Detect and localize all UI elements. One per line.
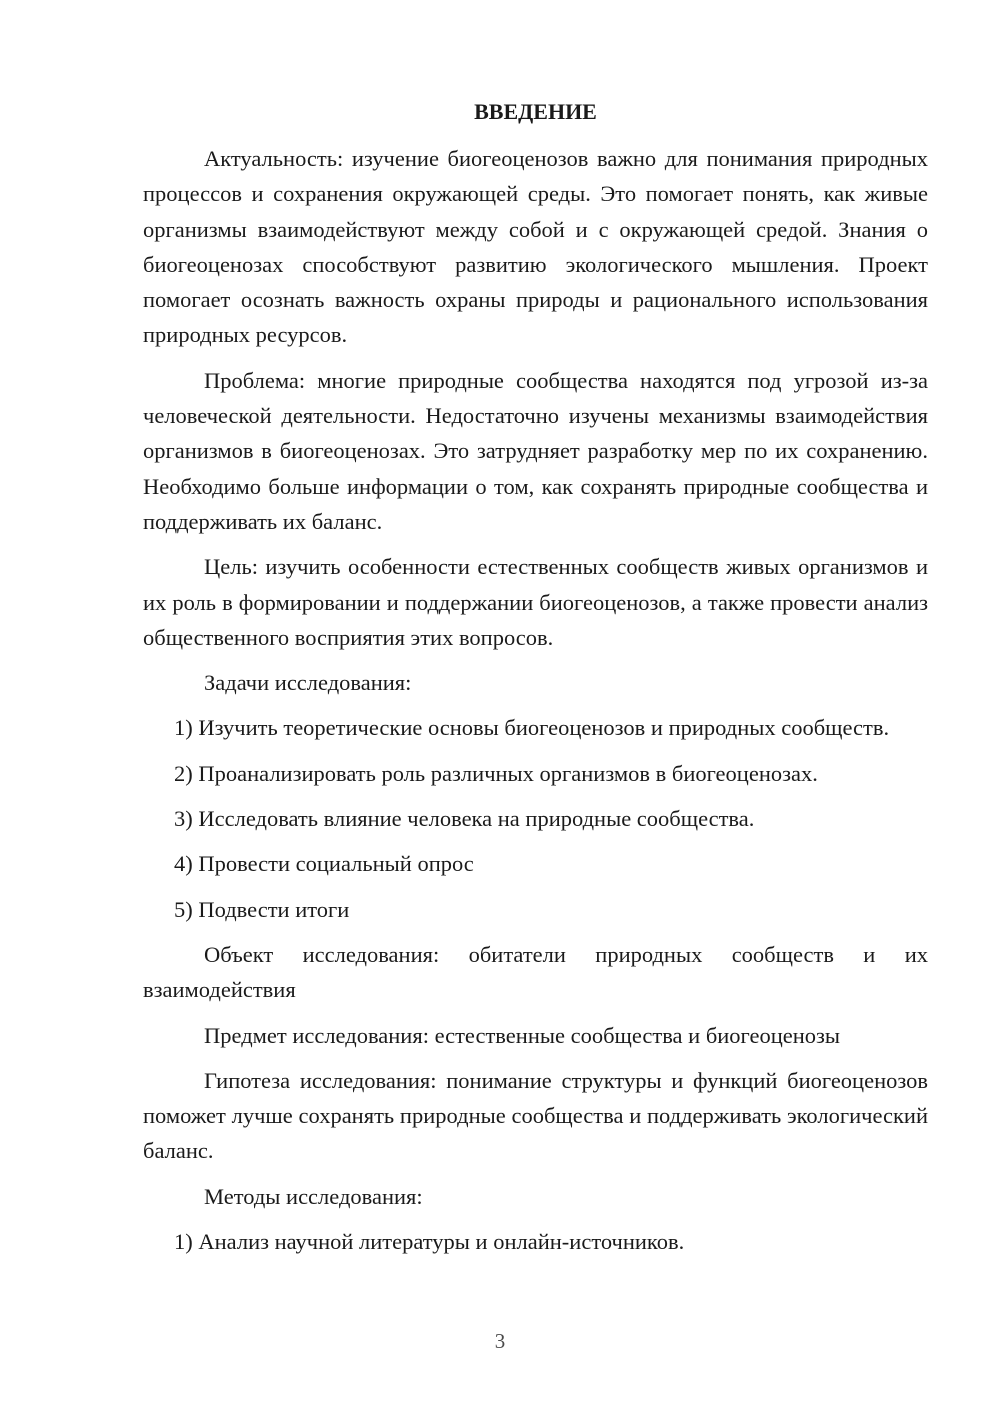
paragraph-problem: Проблема: многие природные сообщества находятся под угрозой из-за человеческой деятельности. Недостаточно изучены механизмы взаимодействия организмов в биогеоценозах. Это затрудняет разработку мер по их сохранению. Необходимо больше информации о том, как сохранять природные сообщества и поддерживать их баланс. — [143, 367, 928, 534]
document-page — [143, 94, 928, 1269]
page-number: 3 — [494, 1329, 506, 1353]
task-item-4: 4) Провести социальный опрос — [174, 851, 474, 877]
paragraph-goal: Цель: изучить особенности естественных сообществ живых организмов и их роль в формировании и поддержании биогеоценозов, а также провести анализ общественного восприятия этих вопросов. — [143, 554, 928, 650]
methods-title: Методы исследования: — [204, 1183, 423, 1209]
task-item-3: 3) Исследовать влияние человека на природные сообщества. — [174, 806, 755, 832]
paragraph-subject: Предмет исследования: естественные сообщества и биогеоценозы — [204, 1022, 841, 1048]
task-item-2: 2) Проанализировать роль различных организмов в биогеоценозах. — [174, 760, 818, 786]
paragraph-object: Объект исследования: обитатели природных сообществ и их взаимодействия — [143, 941, 928, 1003]
section-heading: ВВЕДЕНИЕ — [474, 99, 597, 124]
paragraph-relevance: Актуальность: изучение биогеоценозов важно для понимания природных процессов и сохранения окружающей среды. Это помогает понять, как живые организмы взаимодействуют между собой и с окружающей средой. Знания о биогеоценозах способствуют развитию экологического мышления. Проект помогает осознать важность охраны природы и рационального использования природных ресурсов. — [143, 146, 928, 348]
method-item-1: 1) Анализ научной литературы и онлайн-источников. — [174, 1229, 685, 1255]
tasks-title: Задачи исследования: — [204, 670, 412, 696]
paragraph-hypothesis: Гипотеза исследования: понимание структуры и функций биогеоценозов поможет лучше сохранять природные сообщества и поддерживать экологический баланс. — [143, 1067, 928, 1164]
task-item-5: 5) Подвести итоги — [174, 896, 350, 922]
task-item-1: 1) Изучить теоретические основы биогеоценозов и природных сообществ. — [174, 715, 890, 741]
